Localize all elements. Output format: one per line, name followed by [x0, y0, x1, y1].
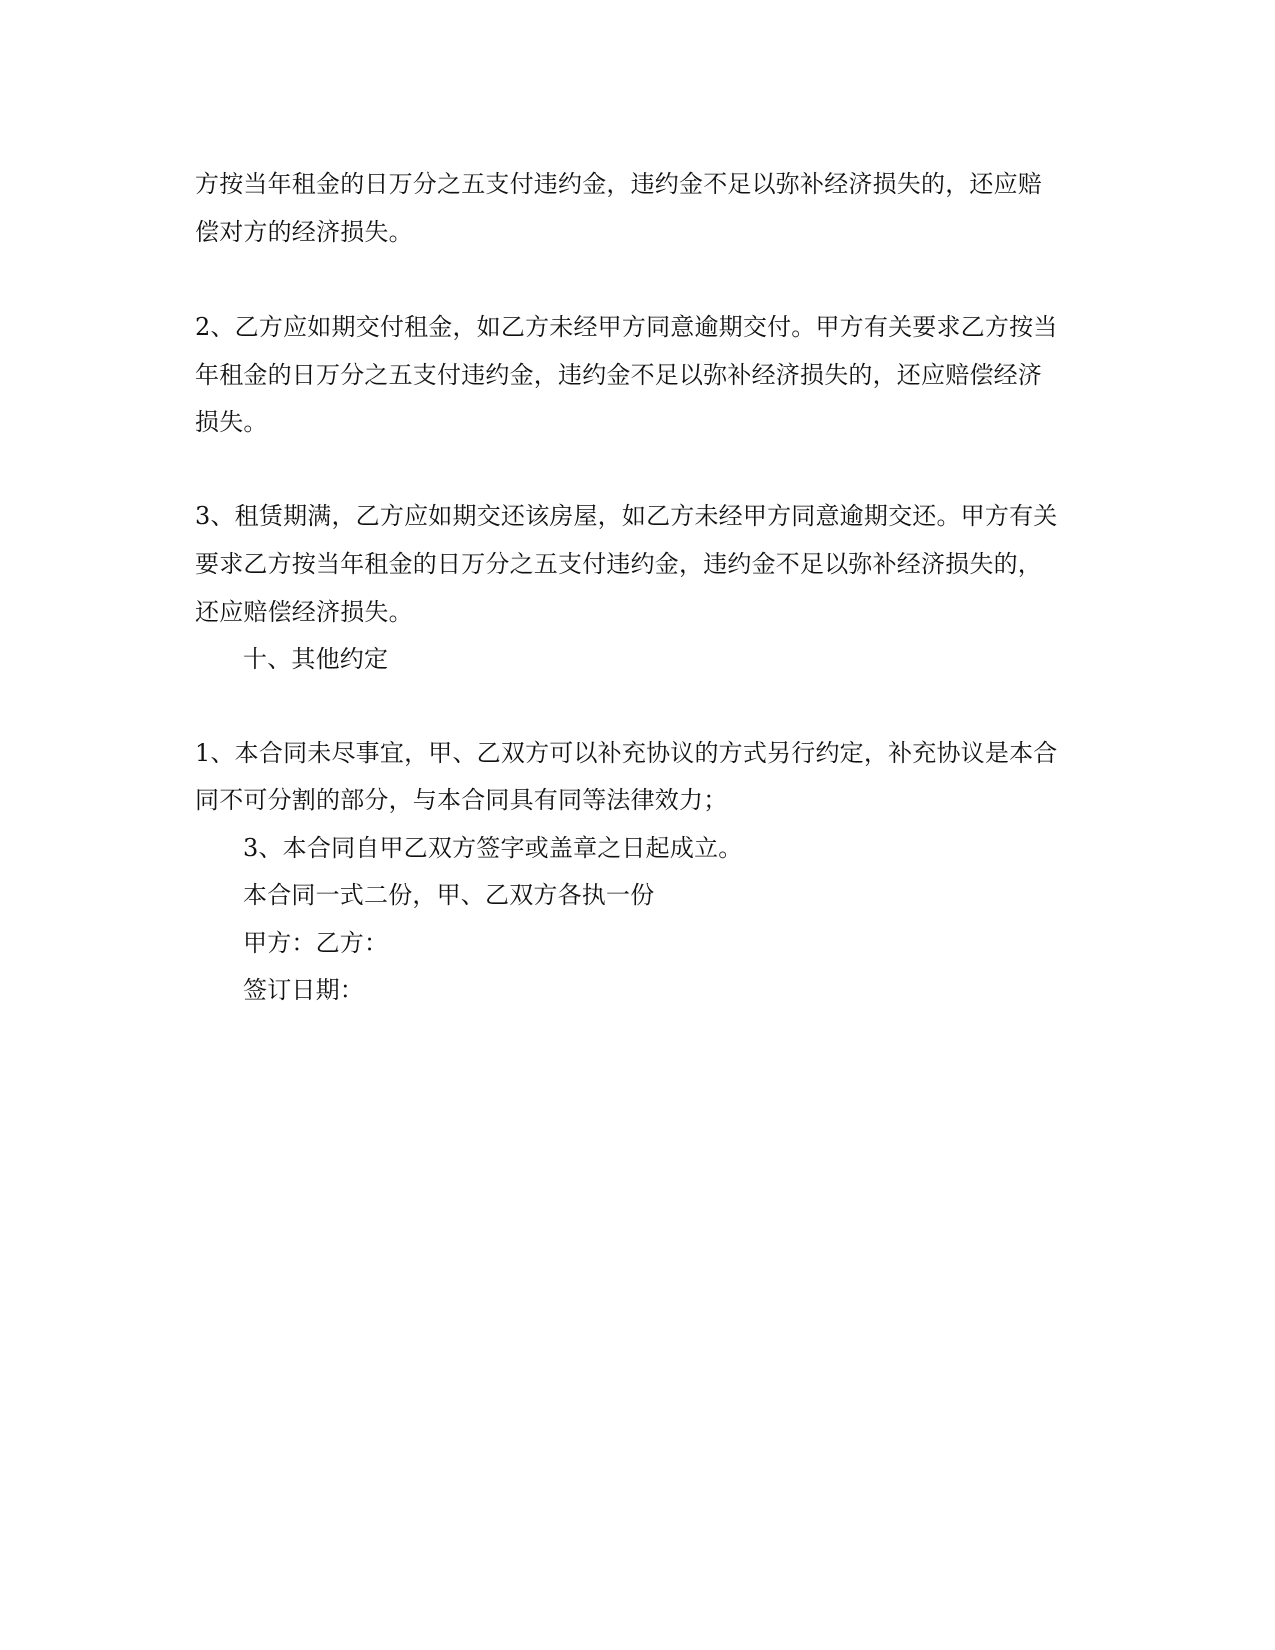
paragraph-line: 年租金的日万分之五支付违约金，违约金不足以弥补经济损失的，还应赔偿经济	[195, 361, 1042, 389]
signature-parties-line: 甲方：乙方：	[243, 929, 389, 957]
paragraph-line: 方按当年租金的日万分之五支付违约金，违约金不足以弥补经济损失的，还应赔	[195, 170, 1042, 198]
paragraph-line: 1、本合同未尽事宜，甲、乙双方可以补充协议的方式另行约定，补充协议是本合	[195, 739, 1058, 767]
paragraph-line: 2、乙方应如期交付租金，如乙方未经甲方同意逾期交付。甲方有关要求乙方按当	[195, 313, 1058, 341]
paragraph-line: 3、租赁期满，乙方应如期交还该房屋，如乙方未经甲方同意逾期交还。甲方有关	[195, 502, 1058, 530]
signing-date-line: 签订日期：	[243, 976, 364, 1004]
paragraph-line: 还应赔偿经济损失。	[195, 598, 413, 626]
paragraph-line: 要求乙方按当年租金的日万分之五支付违约金，违约金不足以弥补经济损失的，	[195, 550, 1042, 578]
paragraph-line: 本合同一式二份，甲、乙双方各执一份	[243, 881, 655, 909]
paragraph-line: 同不可分割的部分，与本合同具有同等法律效力；	[195, 786, 728, 814]
paragraph-line: 3、本合同自甲乙双方签字或盖章之日起成立。	[243, 834, 743, 862]
paragraph-line: 损失。	[195, 408, 268, 436]
paragraph-line: 偿对方的经济损失。	[195, 218, 413, 246]
section-heading: 十、其他约定	[243, 645, 389, 673]
